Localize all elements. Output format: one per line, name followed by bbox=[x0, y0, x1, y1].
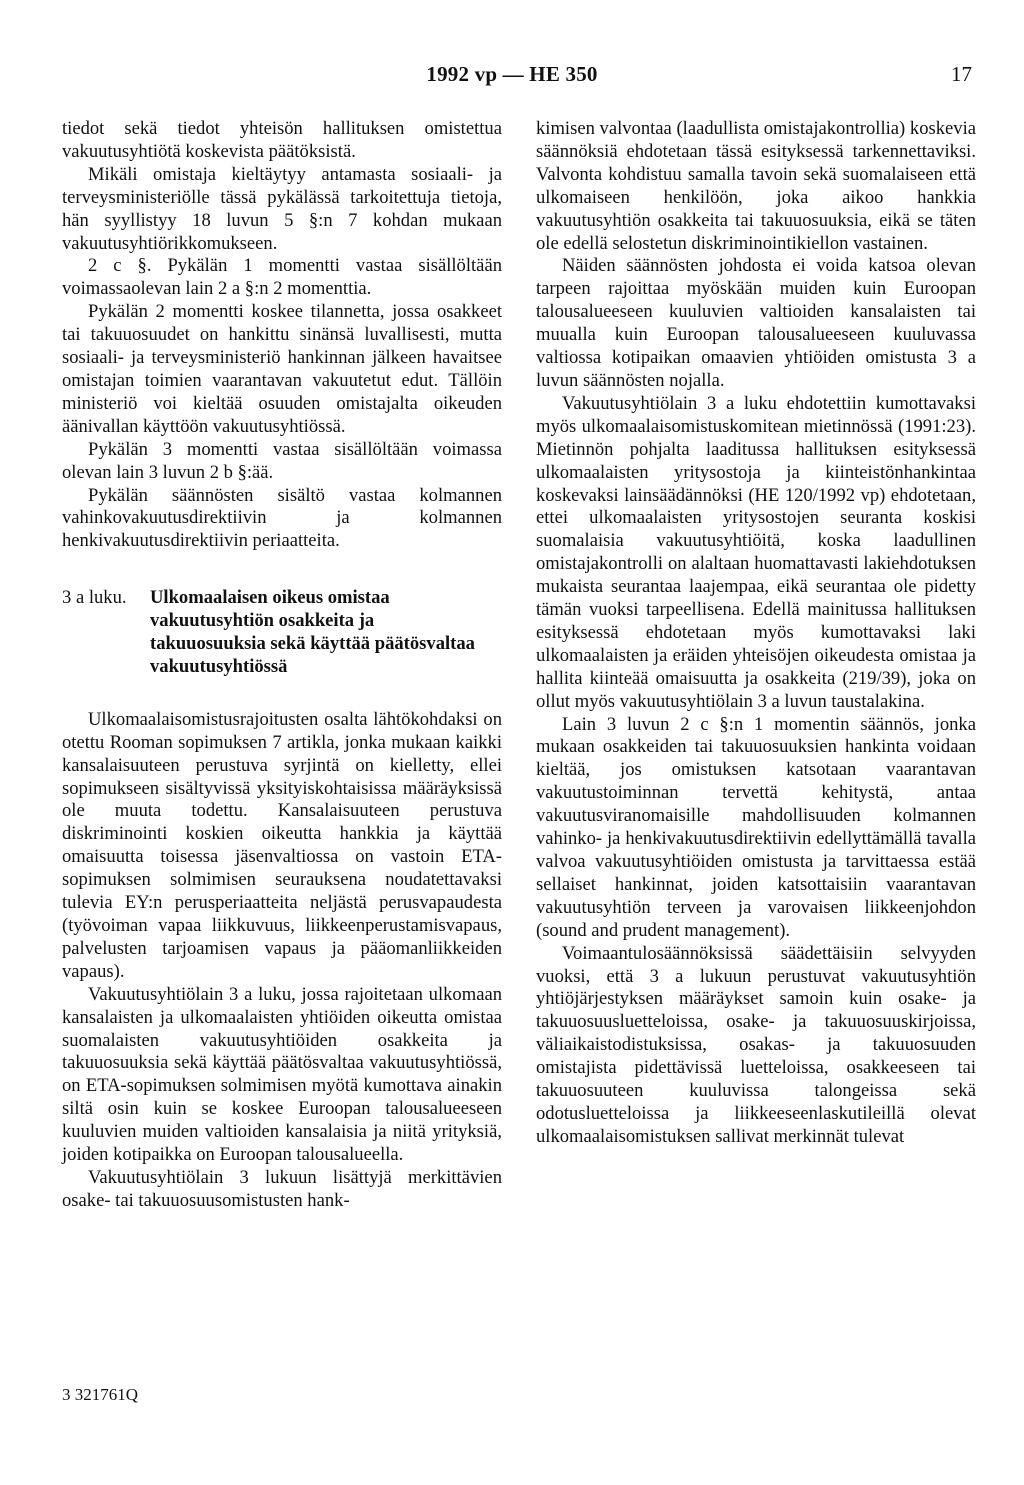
page-header bbox=[0, 62, 1024, 92]
chapter-number: 3 a luku. bbox=[62, 587, 127, 609]
paragraph: Näiden säännösten johdosta ei voida katsoa olevan tarpeen rajoittaa myöskään muiden kuin Euroopan talousalueeseen kuuluvien valtioiden kansalaisten tai muualla kuin Euroopan talousalueeseen kuuluvassa valtiossa kotipaikan omaavien yhtiöiden omistusta 3 a luvun säännösten nojalla. bbox=[536, 255, 976, 391]
paragraph: Lain 3 luvun 2 c §:n 1 momentin säännös, jonka mukaan osakkeiden tai takuuosuuksien hankinta voidaan kieltää, jos omistuksen katsotaan vaarantavan vakuutustoiminnan tervettä kehitystä, antaa vakuutusviranomaisille mahdollisuuden kolmannen vahinko- ja henkivakuutusdirektiivin edellyttämällä tavalla valvoa vakuutusyhtiöiden omistusta ja tarvittaessa estää sellaiset hankinnat, joiden katsottaisiin vaarantavan vakuutusyhtiön terveen ja varovaisen liikkeenjohdon (sound and prudent management). bbox=[536, 713, 976, 941]
paragraph: Pykälän säännösten sisältö vastaa kolmannen vahinkovakuutusdirektiivin ja kolmannen henkivakuutusdirektiivin periaatteita. bbox=[62, 484, 502, 552]
chapter-title: Ulkomaalaisen oikeus omistaa vakuutusyhtiön osakkeita ja takuuosuuksia sekä käyttää päätösvaltaa vakuutusyhtiössä bbox=[150, 587, 475, 677]
page-number: 17 bbox=[951, 62, 972, 86]
paragraph: Pykälän 3 momentti vastaa sisällöltään voimassa olevan lain 3 luvun 2 b §:ää. bbox=[62, 438, 502, 483]
paragraph: Vakuutusyhtiölain 3 lukuun lisättyjä merkittävien osake- tai takuuosuusomistusten hank- bbox=[62, 1166, 502, 1211]
right-column bbox=[536, 118, 976, 1149]
paragraph: Voimaantulosäännöksissä säädettäisiin selvyyden vuoksi, että 3 a lukuun perustuvat vakuutusyhtiön yhtiöjärjestyksen määräykset samoin kuin osake- ja takuuosuusluetteloissa, osake- ja takuuosuuskirjoissa, väliaikaistodistuksissa, osakas- ja takuuosuuden omistajista pidettävissä luetteloissa, osakkeeseen tai takuuosuuteen kuuluvissa talongeissa sekä odotusluetteloissa ja liikkeeseenlaskutileillä olevat ulkomaalaisomistuksen sallivat merkinnät tulevat bbox=[536, 942, 976, 1147]
paragraph: Ulkomaalaisomistusrajoitusten osalta lähtökohdaksi on otettu Rooman sopimuksen 7 artikla, jonka mukaan kaikki kansalaisuuteen perustuva syrjintä on kielletty, ellei sopimukseen sisältyvissä yksityiskohtaisissa määräyksissä ole muuta todettu. Kansalaisuuteen perustuva diskriminointi koskien oikeutta hankkia ja käyttää omaisuutta toisessa jäsenvaltiossa on vastoin ETA-sopimuksen solmimisen seurauksena noudatettavaksi tulevia EY:n perusperiaatteita neljästä perusvapaudesta (työvoiman vapaa liikkuvuus, liikkeenperustamisvapaus, palvelusten tarjoamisen vapaus ja pääomanliikkeiden vapaus). bbox=[62, 708, 502, 982]
document-title: 1992 vp — HE 350 bbox=[426, 62, 598, 86]
paragraph: tiedot sekä tiedot yhteisön hallituksen omistettua vakuutusyhtiötä koskevista päätöksistä. bbox=[62, 118, 502, 162]
paragraph: 2 c §. Pykälän 1 momentti vastaa sisällöltään voimassaolevan lain 2 a §:n 2 momenttia. bbox=[62, 255, 502, 300]
paragraph: Pykälän 2 momentti koskee tilannetta, jossa osakkeet tai takuuosuudet on hankittu sinänsä luvallisesti, mutta sosiaali- ja terveysministeriö hankinnan jälkeen havaitsee omistajan toimien vaarantavan vakuutetut edut. Tällöin ministeriö voi kieltää osuuden omistajalta oikeuden äänivallan käyttöön vakuutusyhtiössä. bbox=[62, 301, 502, 437]
paragraph: Vakuutusyhtiölain 3 a luku ehdotettiin kumottavaksi myös ulkomaalaisomistuskomitean mietinnössä (1991:23). Mietinnön pohjalta laaditussa hallituksen esityksessä ulkomaalaisten yritysostoja ja kiinteistönhankintaa koskevaksi lainsäädännöksi (HE 120/1992 vp) ehdotetaan, ettei ulkomaalaisten yritysostojen seuranta koskisi suomalaisia vakuutusyhtiöitä, koska laadullinen omistajakontrolli on alaltaan huomattavasti lakiehdotuksen mukaista seurantaa laajempaa, eikä seurantaa ole pidetty tämän vuoksi tarpeellisena. Edellä mainitussa hallituksen esityksessä ehdotetaan myös kumottavaksi laki ulkomaalaisten ja eräiden yhteisöjen oikeudesta omistaa ja hallita kiinteää omaisuutta ja osakkeita (219/39), joka on ollut myös vakuutusyhtiölain 3 a luvun taustalakina. bbox=[536, 392, 976, 712]
chapter-heading bbox=[62, 587, 502, 679]
left-column bbox=[62, 118, 502, 1213]
paragraph: Mikäli omistaja kieltäytyy antamasta sosiaali- ja terveysministeriölle tässä pykälässä tarkoitettuja tietoja, hän syyllistyy 18 luvun 5 §:n 7 kohdan mukaan vakuutusyhtiörikkomukseen. bbox=[62, 163, 502, 254]
paragraph: Vakuutusyhtiölain 3 a luku, jossa rajoitetaan ulkomaan kansalaisten ja ulkomaalaisten yhtiöiden oikeutta omistaa suomalaisten vakuutusyhtiöiden osakkeita ja takuuosuuksia sekä käyttää päätösvaltaa vakuutusyhtiössä, on ETA-sopimuksen solmimisen myötä kumottava ainakin siltä osin kuin se koskee Euroopan talousalueeseen kuuluvien muiden valtioiden kansalaisia ja niitä yrityksiä, joiden kotipaikka on Euroopan talousalueella. bbox=[62, 983, 502, 1166]
paragraph: kimisen valvontaa (laadullista omistajakontrollia) koskevia säännöksiä ehdotetaan tässä esityksessä tarkennettaviksi. Valvonta kohdistuu samalla tavoin sekä suomalaiseen että ulkomaiseen henkilöön, joka aikoo hankkia vakuutusyhtiön osakkeita tai takuuosuuksia, eikä se täten ole edellä selostetun diskriminointikiellon vastainen. bbox=[536, 118, 976, 254]
print-code: 3 321761Q bbox=[62, 1385, 139, 1404]
